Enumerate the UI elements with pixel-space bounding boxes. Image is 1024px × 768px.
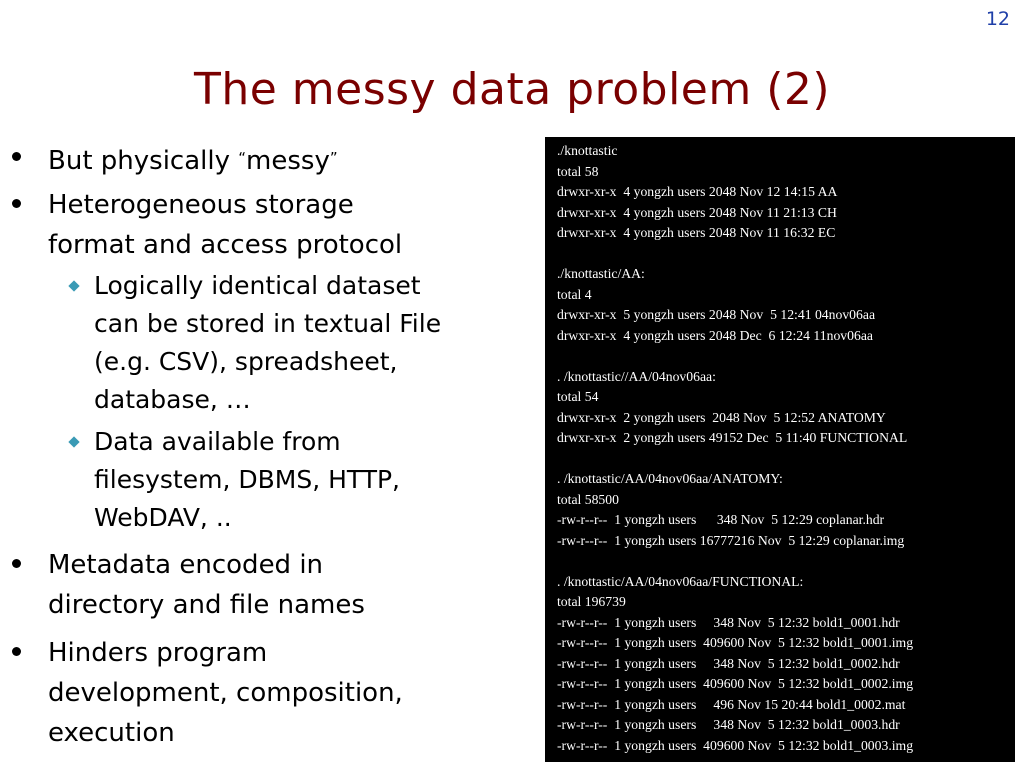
terminal-line: drwxr-xr-x 4 yongzh users 2048 Nov 12 14:15 AA	[557, 184, 838, 199]
sub-bullet-text: database, …	[94, 385, 251, 414]
bullet-dot-icon	[12, 647, 21, 656]
bullet-text: Heterogeneous storage	[48, 190, 354, 220]
terminal-line: -rw-r--r-- 1 yongzh users 409600 Nov 5 12:32 bold1_0001.img	[557, 635, 914, 650]
bullet-dot-icon	[12, 152, 21, 161]
terminal-line: total 58	[557, 163, 599, 179]
terminal-line: -rw-r--r-- 1 yongzh users 409600 Nov 5 12:32 bold1_0002.img	[557, 676, 914, 691]
bullet-text: Hinders program	[48, 638, 268, 668]
terminal-line: drwxr-xr-x 2 yongzh users 49152 Dec 5 11:40 FUNCTIONAL	[557, 430, 908, 445]
bullet-physically-messy	[8, 138, 528, 181]
terminal-line: drwxr-xr-x 4 yongzh users 2048 Nov 11 16:32 EC	[557, 225, 836, 240]
bullet-text: format and access protocol	[48, 230, 403, 260]
sub-bullet-text: can be stored in textual File	[94, 309, 442, 338]
bullet-metadata-encoded	[8, 545, 528, 625]
bullet-text: But physically	[48, 146, 239, 176]
terminal-line: . /knottastic/AA/04nov06aa/ANATOMY:	[557, 471, 783, 486]
bullet-text-messy: messy	[246, 146, 330, 176]
terminal-line	[557, 346, 1015, 367]
terminal-line	[557, 244, 1015, 265]
terminal-line: total 58500	[557, 491, 619, 507]
terminal-line	[557, 449, 1015, 470]
terminal-line: -rw-r--r-- 1 yongzh users 348 Nov 5 12:29 coplanar.hdr	[557, 512, 885, 527]
sub-bullet-text: Logically identical dataset	[94, 271, 421, 300]
bullet-text: directory and file names	[48, 590, 365, 620]
terminal-line: total 196739	[557, 594, 626, 609]
terminal-line: ./knottastic	[557, 143, 618, 158]
sub-bullet-list	[48, 267, 528, 537]
open-quote: “	[238, 149, 247, 167]
terminal-line: -rw-r--r-- 1 yongzh users 348 Nov 5 12:32 bold1_0001.hdr	[557, 614, 900, 630]
terminal-line: -rw-r--r-- 1 yongzh users 16777216 Nov 5 12:29 coplanar.img	[557, 532, 905, 548]
sub-bullet-data-available	[48, 423, 528, 537]
terminal-line: drwxr-xr-x 4 yongzh users 2048 Nov 11 21:13 CH	[557, 204, 837, 220]
bullet-dot-icon	[12, 199, 21, 208]
terminal-line: drwxr-xr-x 4 yongzh users 2048 Dec 6 12:24 11nov06aa	[557, 327, 873, 343]
terminal-line: . /knottastic/AA/04nov06aa/FUNCTIONAL:	[557, 573, 804, 589]
terminal-line: -rw-r--r-- 1 yongzh users 348 Nov 5 12:32 bold1_0002.hdr	[557, 655, 900, 671]
directory-listing-terminal	[545, 137, 1015, 762]
terminal-line: total 4	[557, 286, 592, 302]
terminal-line: -rw-r--r-- 1 yongzh users 348 Nov 5 12:32 bold1_0003.hdr	[557, 717, 900, 732]
bullet-hinders-program	[8, 633, 528, 753]
terminal-line: -rw-r--r-- 1 yongzh users 496 Nov 15 20:44 bold1_0002.mat	[557, 696, 906, 712]
bullet-text: development, composition,	[48, 678, 403, 708]
terminal-line: total 54	[557, 389, 599, 404]
sub-bullet-text: (e.g. CSV), spreadsheet,	[94, 347, 398, 376]
terminal-line: -rw-r--r-- 1 yongzh users 409600 Nov 5 12:32 bold1_0003.img	[557, 737, 914, 753]
terminal-line	[557, 551, 1015, 572]
diamond-bullet-icon	[68, 280, 79, 291]
bullet-list	[8, 138, 528, 761]
bullet-dot-icon	[12, 559, 21, 568]
bullet-text: execution	[48, 718, 175, 748]
sub-bullet-text: Data available from	[94, 427, 341, 456]
sub-bullet-text: WebDAV, ..	[94, 503, 232, 532]
bullet-heterogeneous-storage	[8, 185, 528, 537]
slide-title: The messy data problem (2)	[193, 64, 831, 115]
close-quote: ”	[329, 149, 338, 167]
bullet-text: Metadata encoded in	[48, 550, 324, 580]
terminal-line: ./knottastic/AA:	[557, 266, 645, 281]
terminal-line: . /knottastic//AA/04nov06aa:	[557, 368, 716, 384]
terminal-line: drwxr-xr-x 2 yongzh users 2048 Nov 5 12:52 ANATOMY	[557, 409, 886, 425]
page-number: 12	[985, 8, 1010, 30]
sub-bullet-text: filesystem, DBMS, HTTP,	[94, 465, 401, 494]
terminal-line: drwxr-xr-x 5 yongzh users 2048 Nov 5 12:41 04nov06aa	[557, 307, 876, 322]
sub-bullet-logically-identical	[48, 267, 528, 419]
diamond-bullet-icon	[68, 436, 79, 447]
